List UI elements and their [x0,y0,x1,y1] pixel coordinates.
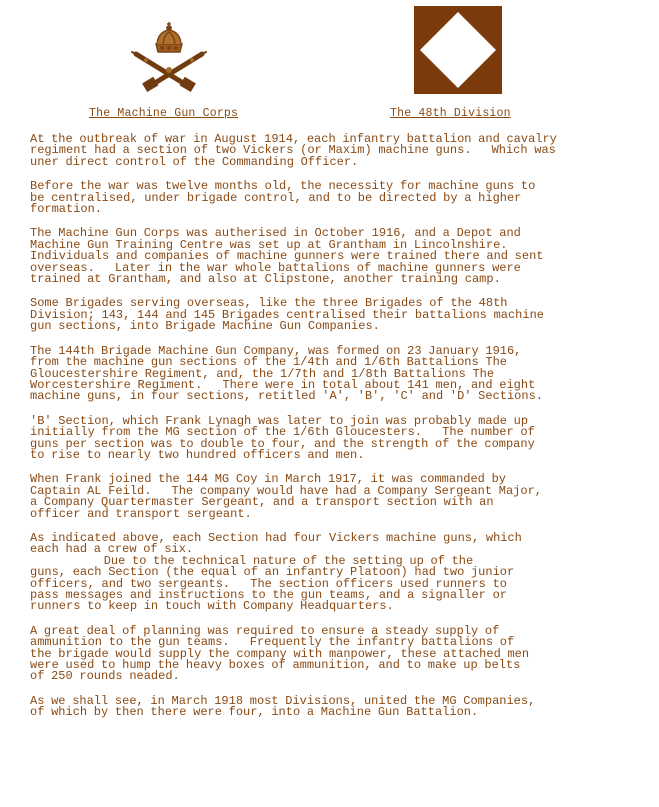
48th-division-caption: The 48th Division [390,107,511,120]
paragraph-3: The Machine Gun Corps was autherised in October 1916, and a Depot and Machine Gun Training Centre was set up at Grantham in Lincolnshire. Individuals and companies of machine gunners were trained there and sent overseas. Later in the war whole battalions of machine gunners were trained at Grantham, and also at Clipstone, another training camp. [30,226,544,287]
article-body [30,134,650,732]
machine-gun-corps-caption: The Machine Gun Corps [89,107,239,120]
crown-and-crossed-machine-guns-icon [128,22,210,94]
paragraph-1: At the outbreak of war in August 1914, each infantry battalion and cavalry regiment had a section of two Vickers (or Maxim) machine guns. Which was uner direct control of the Commanding Officer. [30,132,557,169]
paragraph-4: Some Brigades serving overseas, like the three Brigades of the 48th Division; 143, 144 and 145 Brigades centralised their battalions machine gun sections, into Brigade Machine Gun Companies. [30,296,544,334]
paragraph-5: The 144th Brigade Machine Gun Company, was formed on 23 January 1916, from the machine gun sections of the 1/4th and 1/6th Battalions The Gloucestershire Regiment, and, the 1/7th and 1/8th Battalions The Worcestershire Regiment. There were in total about 141 men, and eight machine guns, in four sections, retitled 'A', 'B', 'C' and 'D' Sections. [30,343,543,404]
paragraph-2: Before the war was twelve months old, the necessity for machine guns to be centralised, under brigade control, and to be directed by a higher formation. [30,179,536,217]
diamond-in-square-icon [414,6,502,94]
paragraph-7: When Frank joined the 144 MG Coy in March 1917, it was commanded by Captain AL Feild. The company would have had a Company Sergeant Major, a Company Quartermaster Sergeant, and a transport section with an officer and transport sergeant. [30,472,542,521]
paragraph-6: 'B' Section, which Frank Lynagh was later to join was probably made up initially from the MG section of the 1/6th Gloucesters. The number of guns per section was to double to four, and the strength of the company to rise to nearly two hundred officers and men. [30,413,535,462]
paragraph-9: A great deal of planning was required to ensure a steady supply of ammunition to the gun teams. Frequently the infantry battalions of the brigade would supply the company with manpower, these attached men were used to hump the heavy boxes of ammunition, and to make up belts of 250 rounds neaded. [30,623,530,684]
paragraph-10: As we shall see, in March 1918 most Divisions, united the MG Companies, of which by then there were four, into a Machine Gun Battalion. [30,693,536,720]
paragraph-8: As indicated above, each Section had four Vickers machine guns, which each had a crew of six. Due to the technical nature of the setting up of the guns, each Section (the equal of an infantry Platoon) had two junior officers, and two sergeants. The section officers used runners to pass messages and instructions to the gun teams, and a signaller or runners to keep in touch with Company Headquarters. [30,530,522,614]
